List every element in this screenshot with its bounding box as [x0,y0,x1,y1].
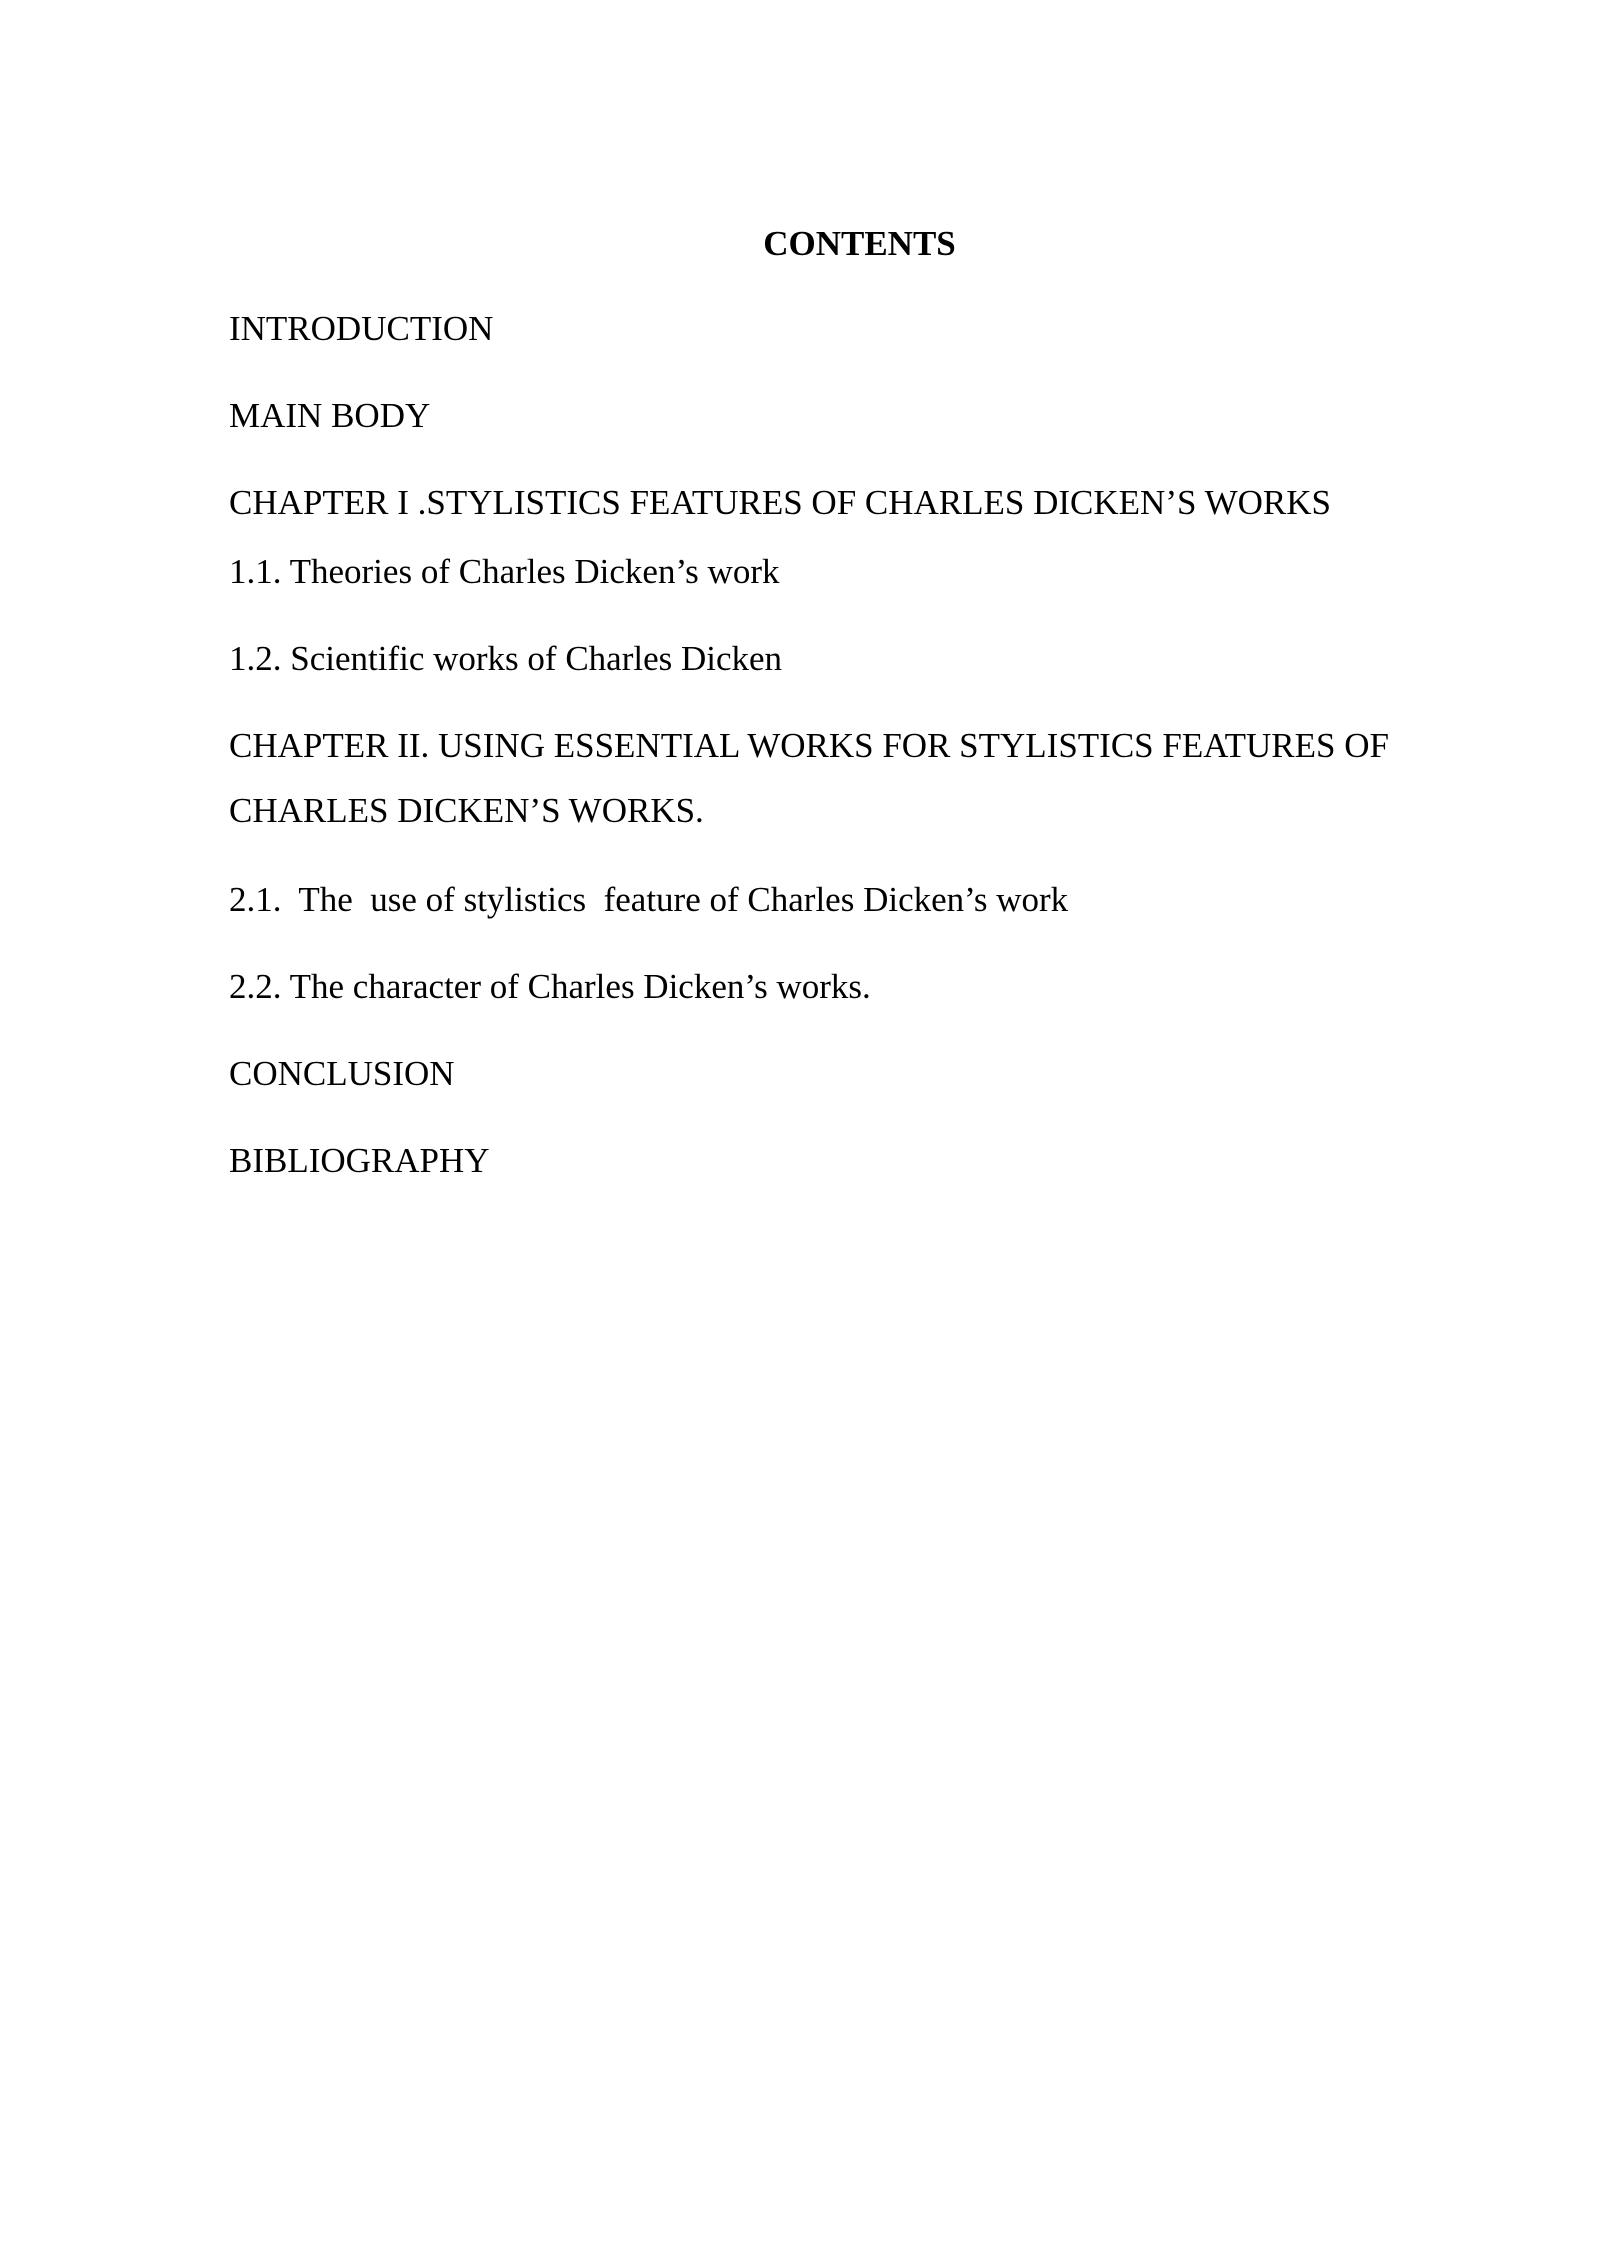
toc-entry-introduction: INTRODUCTION [229,309,494,348]
toc-entry-conclusion: CONCLUSION [229,1054,455,1093]
toc-entry-chapter-1: CHAPTER I .STYLISTICS FEATURES OF CHARLES DICKEN’S WORKS [229,483,1331,522]
toc-entry-section-1-2: 1.2. Scientific works of Charles Dicken [229,639,783,678]
toc-entry-chapter-2: CHAPTER II. USING ESSENTIAL WORKS FOR STYLISTICS FEATURES OF CHARLES DICKEN’S WORKS. [229,726,1389,830]
contents-title: CONTENTS [763,224,956,263]
toc-entry-section-1-1: 1.1. Theories of Charles Dicken’s work [229,552,780,591]
toc-entry-section-2-2: 2.2. The character of Charles Dicken’s works. [229,967,871,1006]
toc-entry-bibliography: BIBLIOGRAPHY [229,1141,490,1180]
toc-entry-section-2-1: 2.1. The use of stylistics feature of Charles Dicken’s work [229,880,1069,919]
toc-entry-main-body: MAIN BODY [229,396,431,435]
